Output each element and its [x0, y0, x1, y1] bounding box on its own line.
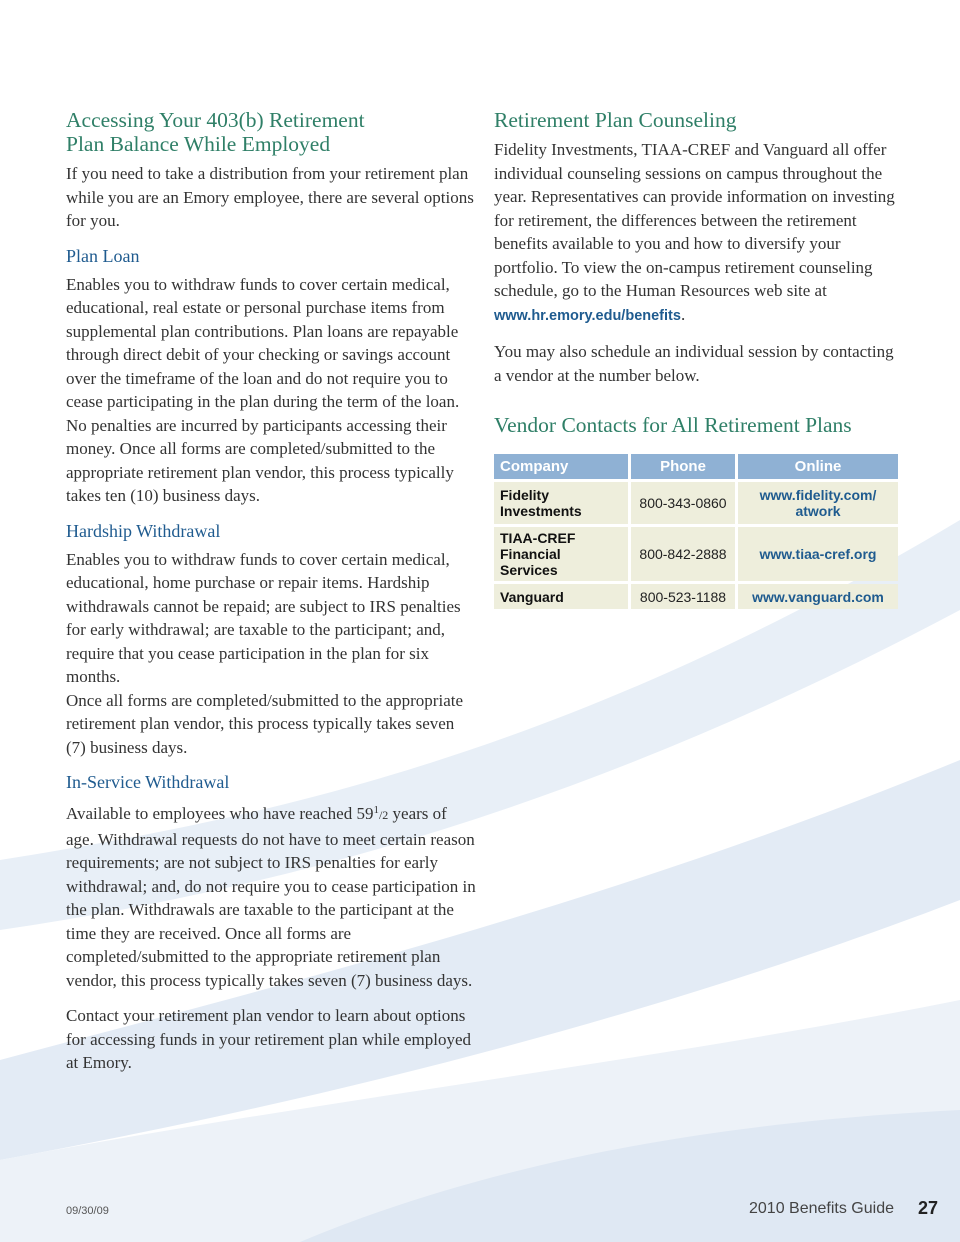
in-service-text-pre: Available to employees who have reached 59: [66, 804, 374, 823]
counseling-url-tail: .: [680, 304, 686, 324]
fraction-denominator: /2: [378, 808, 389, 822]
right-column: [494, 108, 904, 612]
company-name-line1: Fidelity: [500, 487, 550, 503]
page-title: [66, 108, 476, 156]
online-link-line1[interactable]: www.fidelity.com/: [759, 487, 877, 503]
table-row: [494, 527, 898, 581]
table-row: [494, 482, 898, 524]
hardship-text-2: Once all forms are completed/submitted to the appropriate retirement plan vendor, this process typically takes seven (7) business days.: [66, 690, 464, 757]
in-service-text-post: years of age. Withdrawal requests do not have to meet certain reason requirements; are not subject to IRS penalties for early withdrawal; and, do not require you to cease participation in the plan. Withdrawals are taxable to the participant at the time they are received. Once all forms are completed/submitted to the appropriate retirement plan vendor, this process typically takes seven (7) business days.: [66, 804, 476, 990]
page-title-line1: Accessing Your 403(b) Retirement: [66, 108, 365, 132]
online-link[interactable]: www.tiaa-cref.org: [738, 527, 898, 581]
column-header-phone: Phone: [631, 454, 735, 479]
footer-guide-title: 2010 Benefits Guide: [749, 1200, 894, 1217]
hardship-text: Enables you to withdraw funds to cover certain medical, educational, home purchase or repair items. Hardship withdrawals cannot be repaid; are subject to IRS penalties for early withdrawal; are taxable to the participant; and, require that you cease participation in the plan for six months.: [66, 549, 461, 686]
footer-date: 09/30/09: [66, 1205, 109, 1217]
in-service-text: [66, 799, 476, 992]
table-row: [494, 584, 898, 609]
company-name-line2: Investments: [500, 503, 582, 519]
vendor-contacts-heading: Vendor Contacts for All Retirement Plans: [494, 413, 852, 437]
column-header-company: Company: [494, 454, 628, 479]
company-name-line1: TIAA-CREF: [500, 530, 576, 546]
online-link-line2[interactable]: atwork: [795, 503, 841, 519]
page-title-line2: Plan Balance While Employed: [66, 132, 331, 156]
table-header-row: [494, 454, 898, 479]
counseling-text-2: You may also schedule an individual session by contacting a vendor at the number below.: [494, 342, 894, 385]
counseling-text: [494, 138, 904, 328]
hardship-heading: Hardship Withdrawal: [66, 520, 221, 541]
online-link[interactable]: [738, 482, 898, 524]
counseling-heading: Retirement Plan Counseling: [494, 108, 737, 132]
online-link[interactable]: www.vanguard.com: [738, 584, 898, 609]
closing-paragraph: Contact your retirement plan vendor to learn about options for accessing funds in your retirement plan while employed at Emory.: [66, 1006, 472, 1072]
page-number: 27: [917, 1198, 938, 1218]
fraction-numerator: 1: [373, 804, 379, 816]
plan-loan-text: Enables you to withdraw funds to cover certain medical, educational, real estate or personal purchase items from supplemental plan contributions. Plan loans are repayable through direct debit of your checking or savings account over the timeframe of the loan and do not require you to cease participating in the plan during the term of the loan. No penalties are incurred by participants accessing their money. Once all forms are completed/submitted to the appropriate retirement plan vendor, this process typically takes ten (10) business days.: [66, 274, 460, 505]
plan-loan-heading: Plan Loan: [66, 245, 140, 266]
vendor-contacts-table: [491, 451, 901, 612]
in-service-heading: In-Service Withdrawal: [66, 772, 230, 792]
phone-cell: 800-842-2888: [631, 527, 735, 581]
company-name-line2: Financial Services: [500, 546, 561, 578]
company-cell: Vanguard: [494, 584, 628, 609]
column-header-online: Online: [738, 454, 898, 479]
phone-cell: 800-343-0860: [631, 482, 735, 524]
company-cell: [494, 527, 628, 581]
intro-paragraph: If you need to take a distribution from your retirement plan while you are an Emory employee, there are several options for you.: [66, 164, 474, 230]
company-cell: [494, 482, 628, 524]
hr-benefits-link[interactable]: www.hr.emory.edu/benefits: [494, 307, 681, 324]
left-column: [66, 108, 476, 1087]
phone-cell: 800-523-1188: [631, 584, 735, 609]
counseling-text-body: Fidelity Investments, TIAA-CREF and Vanguard all offer individual counseling sessions on campus throughout the year. Representatives can provide information on investing for retirement, the differences between the retirement benefits available to you and how to diversify your portfolio. To view the on-campus retirement counseling schedule, go to the Human Resources web site at: [494, 140, 895, 300]
